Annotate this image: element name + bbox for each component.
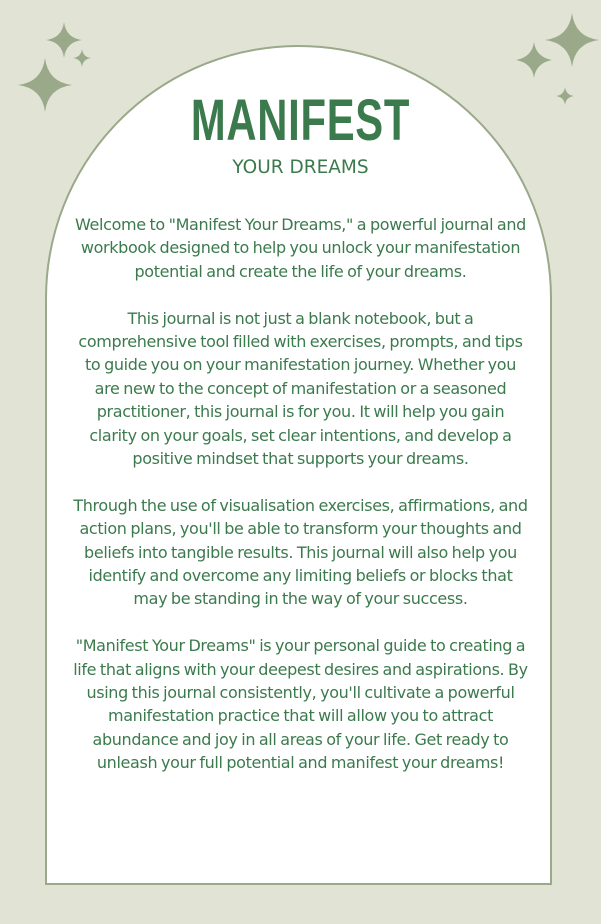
- sparkle-icon: [46, 22, 82, 58]
- sparkle-icon: [545, 13, 599, 67]
- closing-paragraph: "Manifest Your Dreams" is your personal guide to creating a life that aligns with your deepest desires and aspirations. By using this journal consistently, you'll cultivate a powerful manifestation practice that will allow you to attract abundance and joy in all areas of your life. Get ready to unleash your full potential and manifest your dreams!: [73, 636, 528, 773]
- sparkle-icon: [556, 87, 574, 105]
- page-title: MANIFEST: [190, 88, 411, 153]
- sparkle-icon: [516, 42, 552, 78]
- exercises-paragraph: Through the use of visualisation exercises, affirmations, and action plans, you'll be able to transform your thoughts and beliefs into tangible results. This journal will also help you identify and overcome any limiting beliefs or blocks that may be standing in the way of your success.: [73, 495, 528, 609]
- body-text: [72, 213, 529, 798]
- journal-description-paragraph: This journal is not just a blank notebook, but a comprehensive tool filled with exercises, prompts, and tips to guide you on your manifestation journey. Whether you are new to the concept of manifestation or a seasoned practitioner, this journal is for you. It will help you gain clarity on your goals, set clear intentions, and develop a positive mindset that supports your dreams.: [78, 308, 523, 469]
- sparkle-icon: [73, 49, 91, 67]
- intro-paragraph: Welcome to "Manifest Your Dreams," a powerful journal and workbook designed to help you unlock your manifestation potential and create the life of your dreams.: [75, 215, 526, 281]
- page-subtitle: YOUR DREAMS: [232, 157, 369, 178]
- sparkle-icon: [18, 58, 72, 112]
